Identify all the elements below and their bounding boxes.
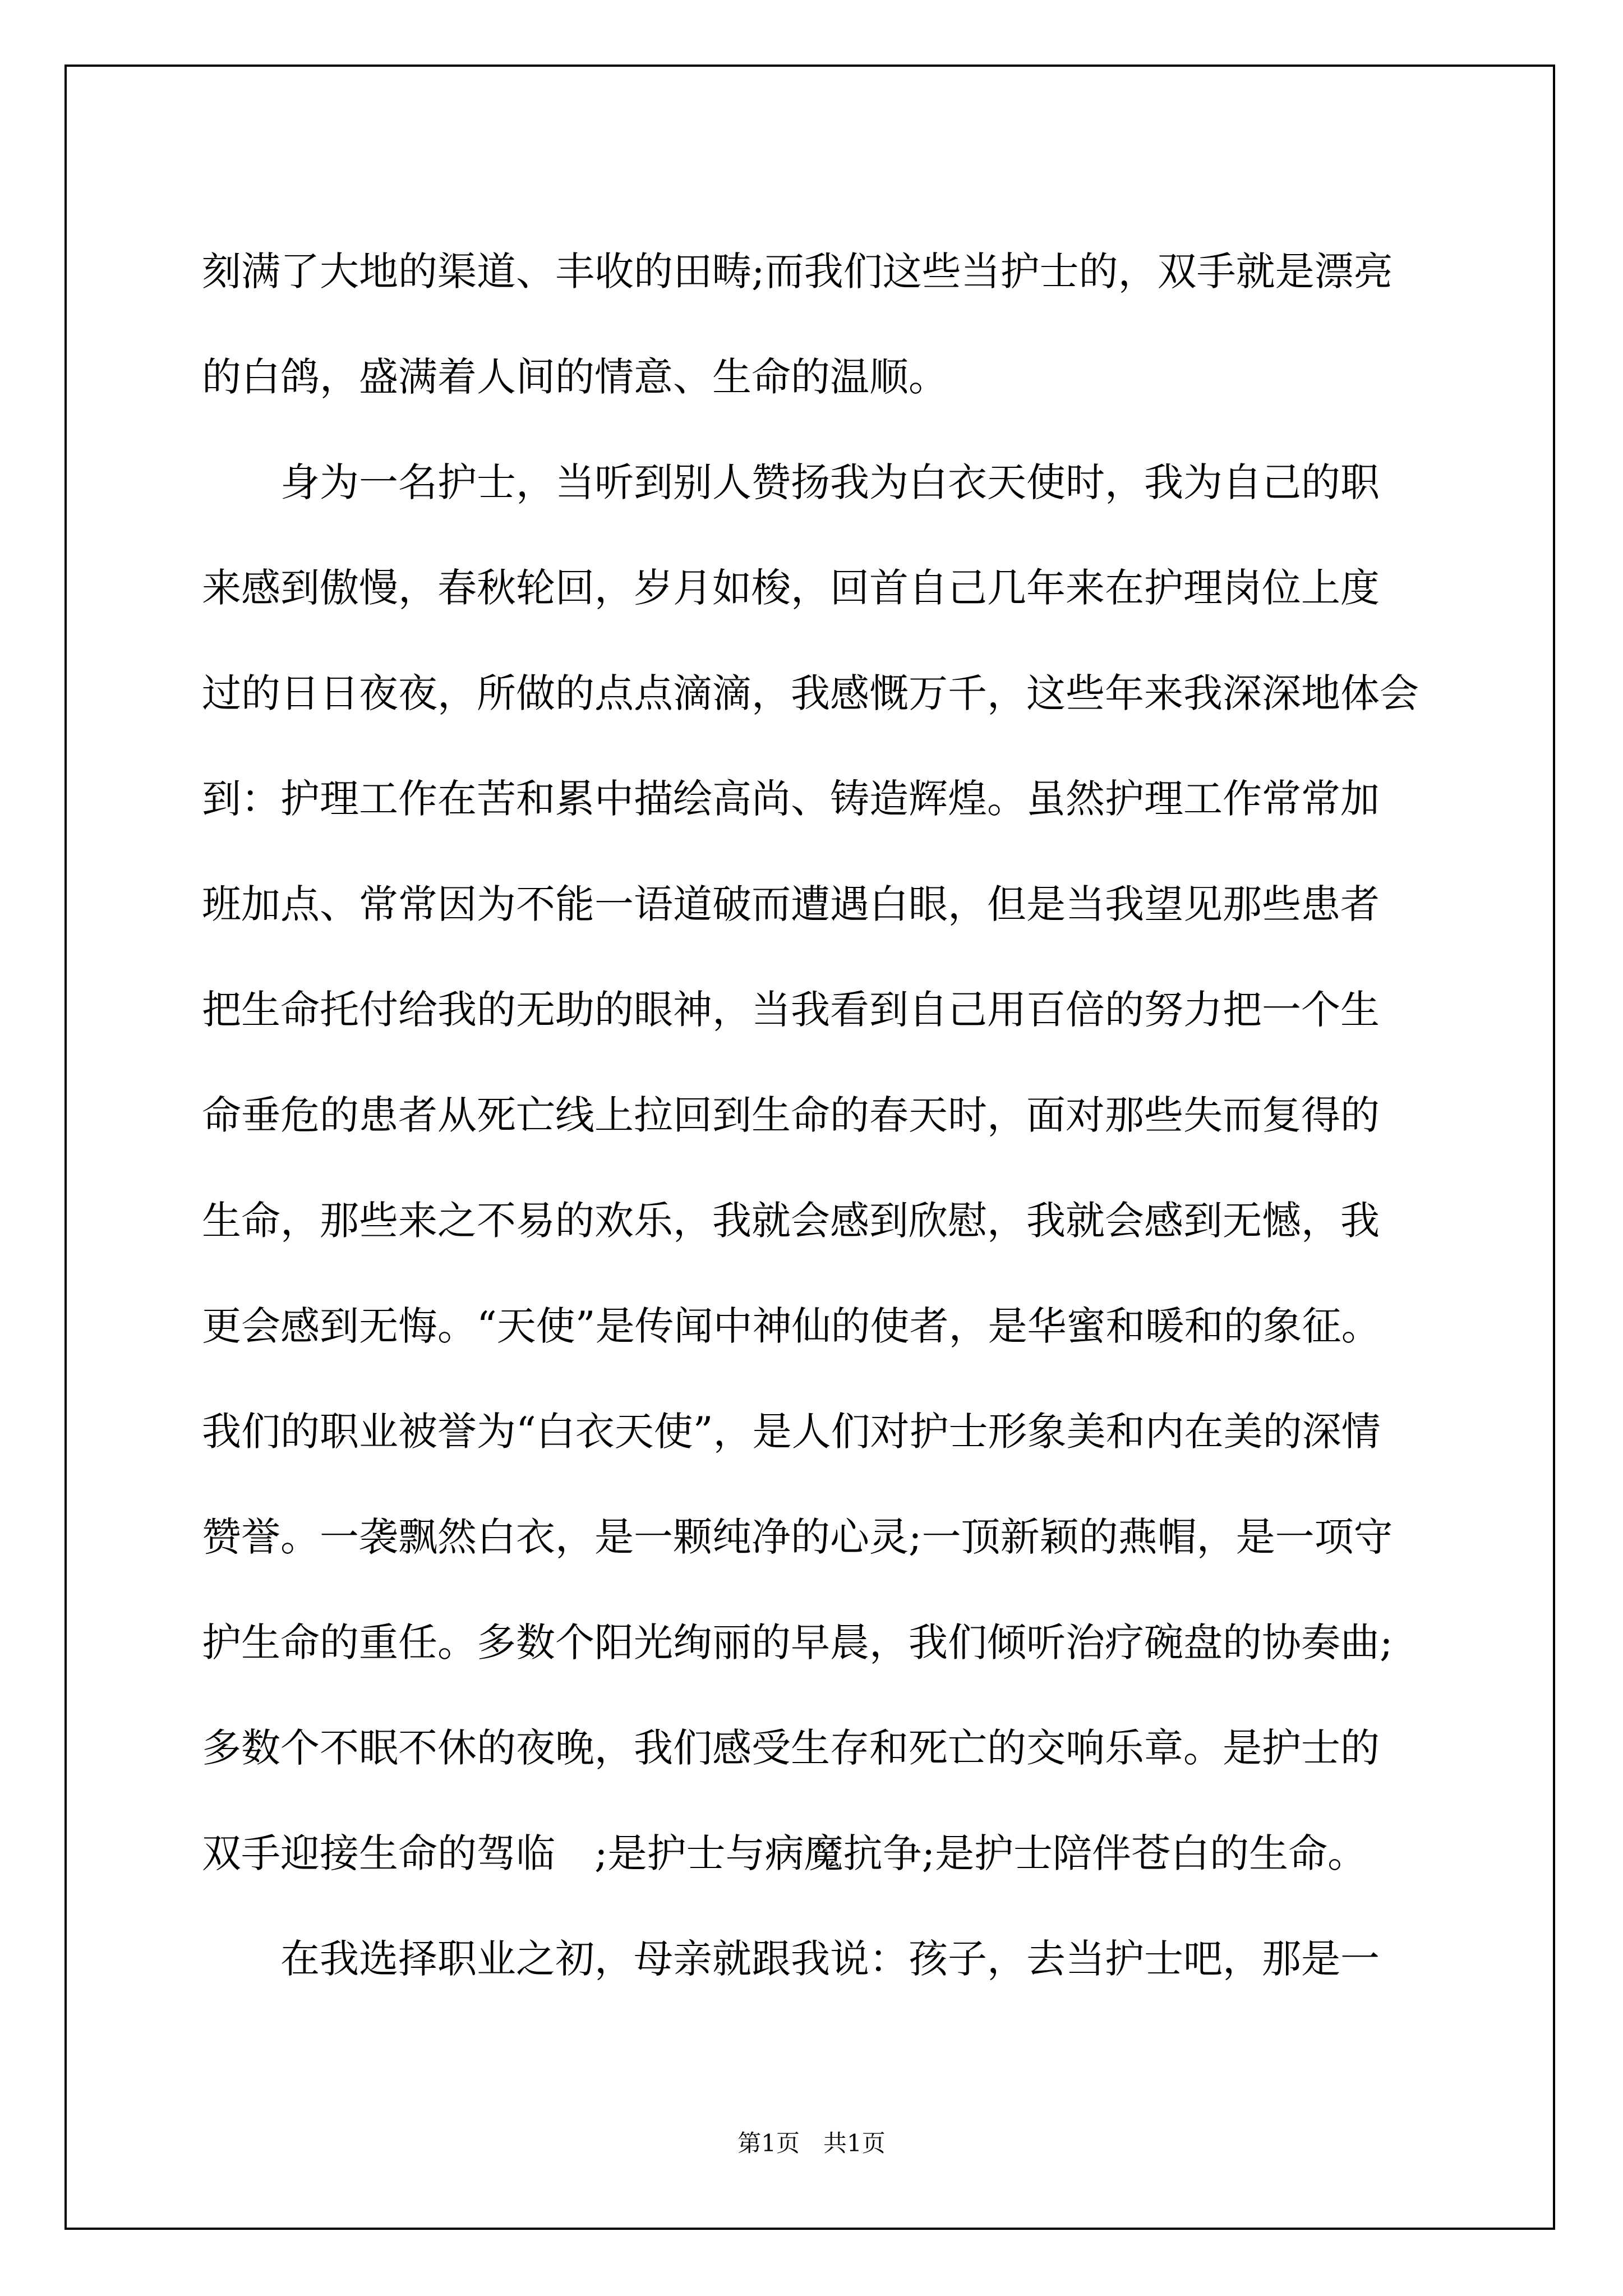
text-line: 把生命托付给我的无助的眼神，当我看到自己用百倍的努力把一个生 bbox=[202, 987, 1380, 1033]
text-line: 来感到傲慢，春秋轮回，岁月如梭，回首自己几年来在护理岗位上度 bbox=[202, 565, 1380, 611]
page-footer: 第1页 共1页 bbox=[737, 2129, 886, 2157]
text-line: 刻满了大地的渠道、丰收的田畴;而我们这些当护士的，双手就是漂亮 bbox=[202, 249, 1393, 295]
text-line: 的白鸽，盛满着人间的情意、生命的温顺。 bbox=[202, 354, 948, 400]
text-line: 命垂危的患者从死亡线上拉回到生命的春天时，面对那些失而复得的 bbox=[202, 1092, 1380, 1138]
text-line: 我们的职业被誉为“白衣天使”，是人们对护士形象美和内在美的深情 bbox=[202, 1409, 1381, 1455]
text-line: 多数个不眠不休的夜晚，我们感受生存和死亡的交响乐章。是护士的 bbox=[202, 1725, 1380, 1771]
text-line: 在我选择职业之初，母亲就跟我说：孩子，去当护士吧，那是一 bbox=[280, 1936, 1380, 1982]
text-line: 身为一名护士，当听到别人赞扬我为白衣天使时，我为自己的职 bbox=[280, 459, 1380, 505]
text-line: 更会感到无悔。“天使”是传闻中神仙的使者，是华蜜和暖和的象征。 bbox=[202, 1303, 1381, 1349]
text-line: 到：护理工作在苦和累中描绘高尚、铸造辉煌。虽然护理工作常常加 bbox=[202, 776, 1380, 822]
text-line: 赞誉。一袭飘然白衣，是一颗纯净的心灵;一顶新颖的燕帽，是一项守 bbox=[202, 1514, 1393, 1560]
text-line: 班加点、常常因为不能一语道破而遭遇白眼，但是当我望见那些患者 bbox=[202, 881, 1380, 927]
text-line: 双手迎接生命的驾临 ;是护士与病魔抗争;是护士陪伴苍白的生命。 bbox=[202, 1830, 1367, 1876]
text-line: 护生命的重任。多数个阳光绚丽的早晨，我们倾听治疗碗盘的协奏曲; bbox=[202, 1619, 1393, 1665]
document-body bbox=[202, 219, 1424, 2012]
text-line: 过的日日夜夜，所做的点点滴滴，我感慨万千，这些年来我深深地体会 bbox=[202, 670, 1419, 716]
text-line: 生命，那些来之不易的欢乐，我就会感到欣慰，我就会感到无憾，我 bbox=[202, 1198, 1380, 1244]
